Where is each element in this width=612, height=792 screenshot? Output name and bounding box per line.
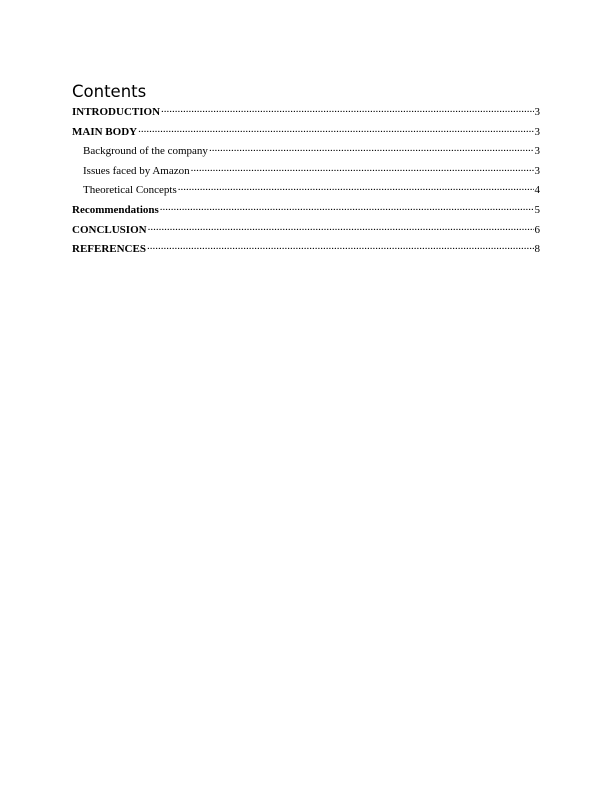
toc-entry-label: REFERENCES <box>72 243 146 256</box>
toc-dot-leader <box>138 124 533 135</box>
toc-entry-label: Background of the company <box>83 145 208 158</box>
toc-page-number: 3 <box>534 145 540 158</box>
toc-entry-label: Theoretical Concepts <box>83 184 177 197</box>
toc-page-number: 3 <box>534 106 540 118</box>
toc-entry-label: Recommendations <box>72 203 159 216</box>
toc-dot-leader <box>147 241 534 252</box>
toc-entry-main-body[interactable] <box>72 124 540 144</box>
toc-entry-label: INTRODUCTION <box>72 106 161 118</box>
toc-page-number: 8 <box>534 243 540 256</box>
toc-entry-background[interactable] <box>72 143 540 163</box>
toc-entry-issues[interactable] <box>72 163 540 183</box>
table-of-contents <box>72 104 540 261</box>
toc-dot-leader <box>191 163 534 174</box>
toc-heading: Contents <box>72 82 147 101</box>
toc-page-number: 5 <box>534 203 540 216</box>
toc-entry-theoretical-concepts[interactable] <box>72 182 540 202</box>
toc-entry-references[interactable] <box>72 241 540 261</box>
toc-entry-label: MAIN BODY <box>72 125 138 138</box>
toc-entry-label: Issues faced by Amazon <box>83 164 190 177</box>
toc-page-number: 3 <box>534 164 540 177</box>
toc-dot-leader <box>161 104 533 115</box>
toc-page-number: 3 <box>534 125 540 138</box>
toc-entry-conclusion[interactable] <box>72 222 540 242</box>
toc-page-number: 6 <box>534 223 540 236</box>
toc-dot-leader <box>209 143 534 154</box>
toc-dot-leader <box>148 222 534 233</box>
toc-entry-label: CONCLUSION <box>72 223 147 236</box>
toc-dot-leader <box>178 182 534 193</box>
toc-entry-recommendations[interactable] <box>72 202 540 222</box>
toc-dot-leader <box>160 202 534 213</box>
toc-entry-introduction[interactable] <box>72 104 540 124</box>
toc-page-number: 4 <box>534 184 540 197</box>
